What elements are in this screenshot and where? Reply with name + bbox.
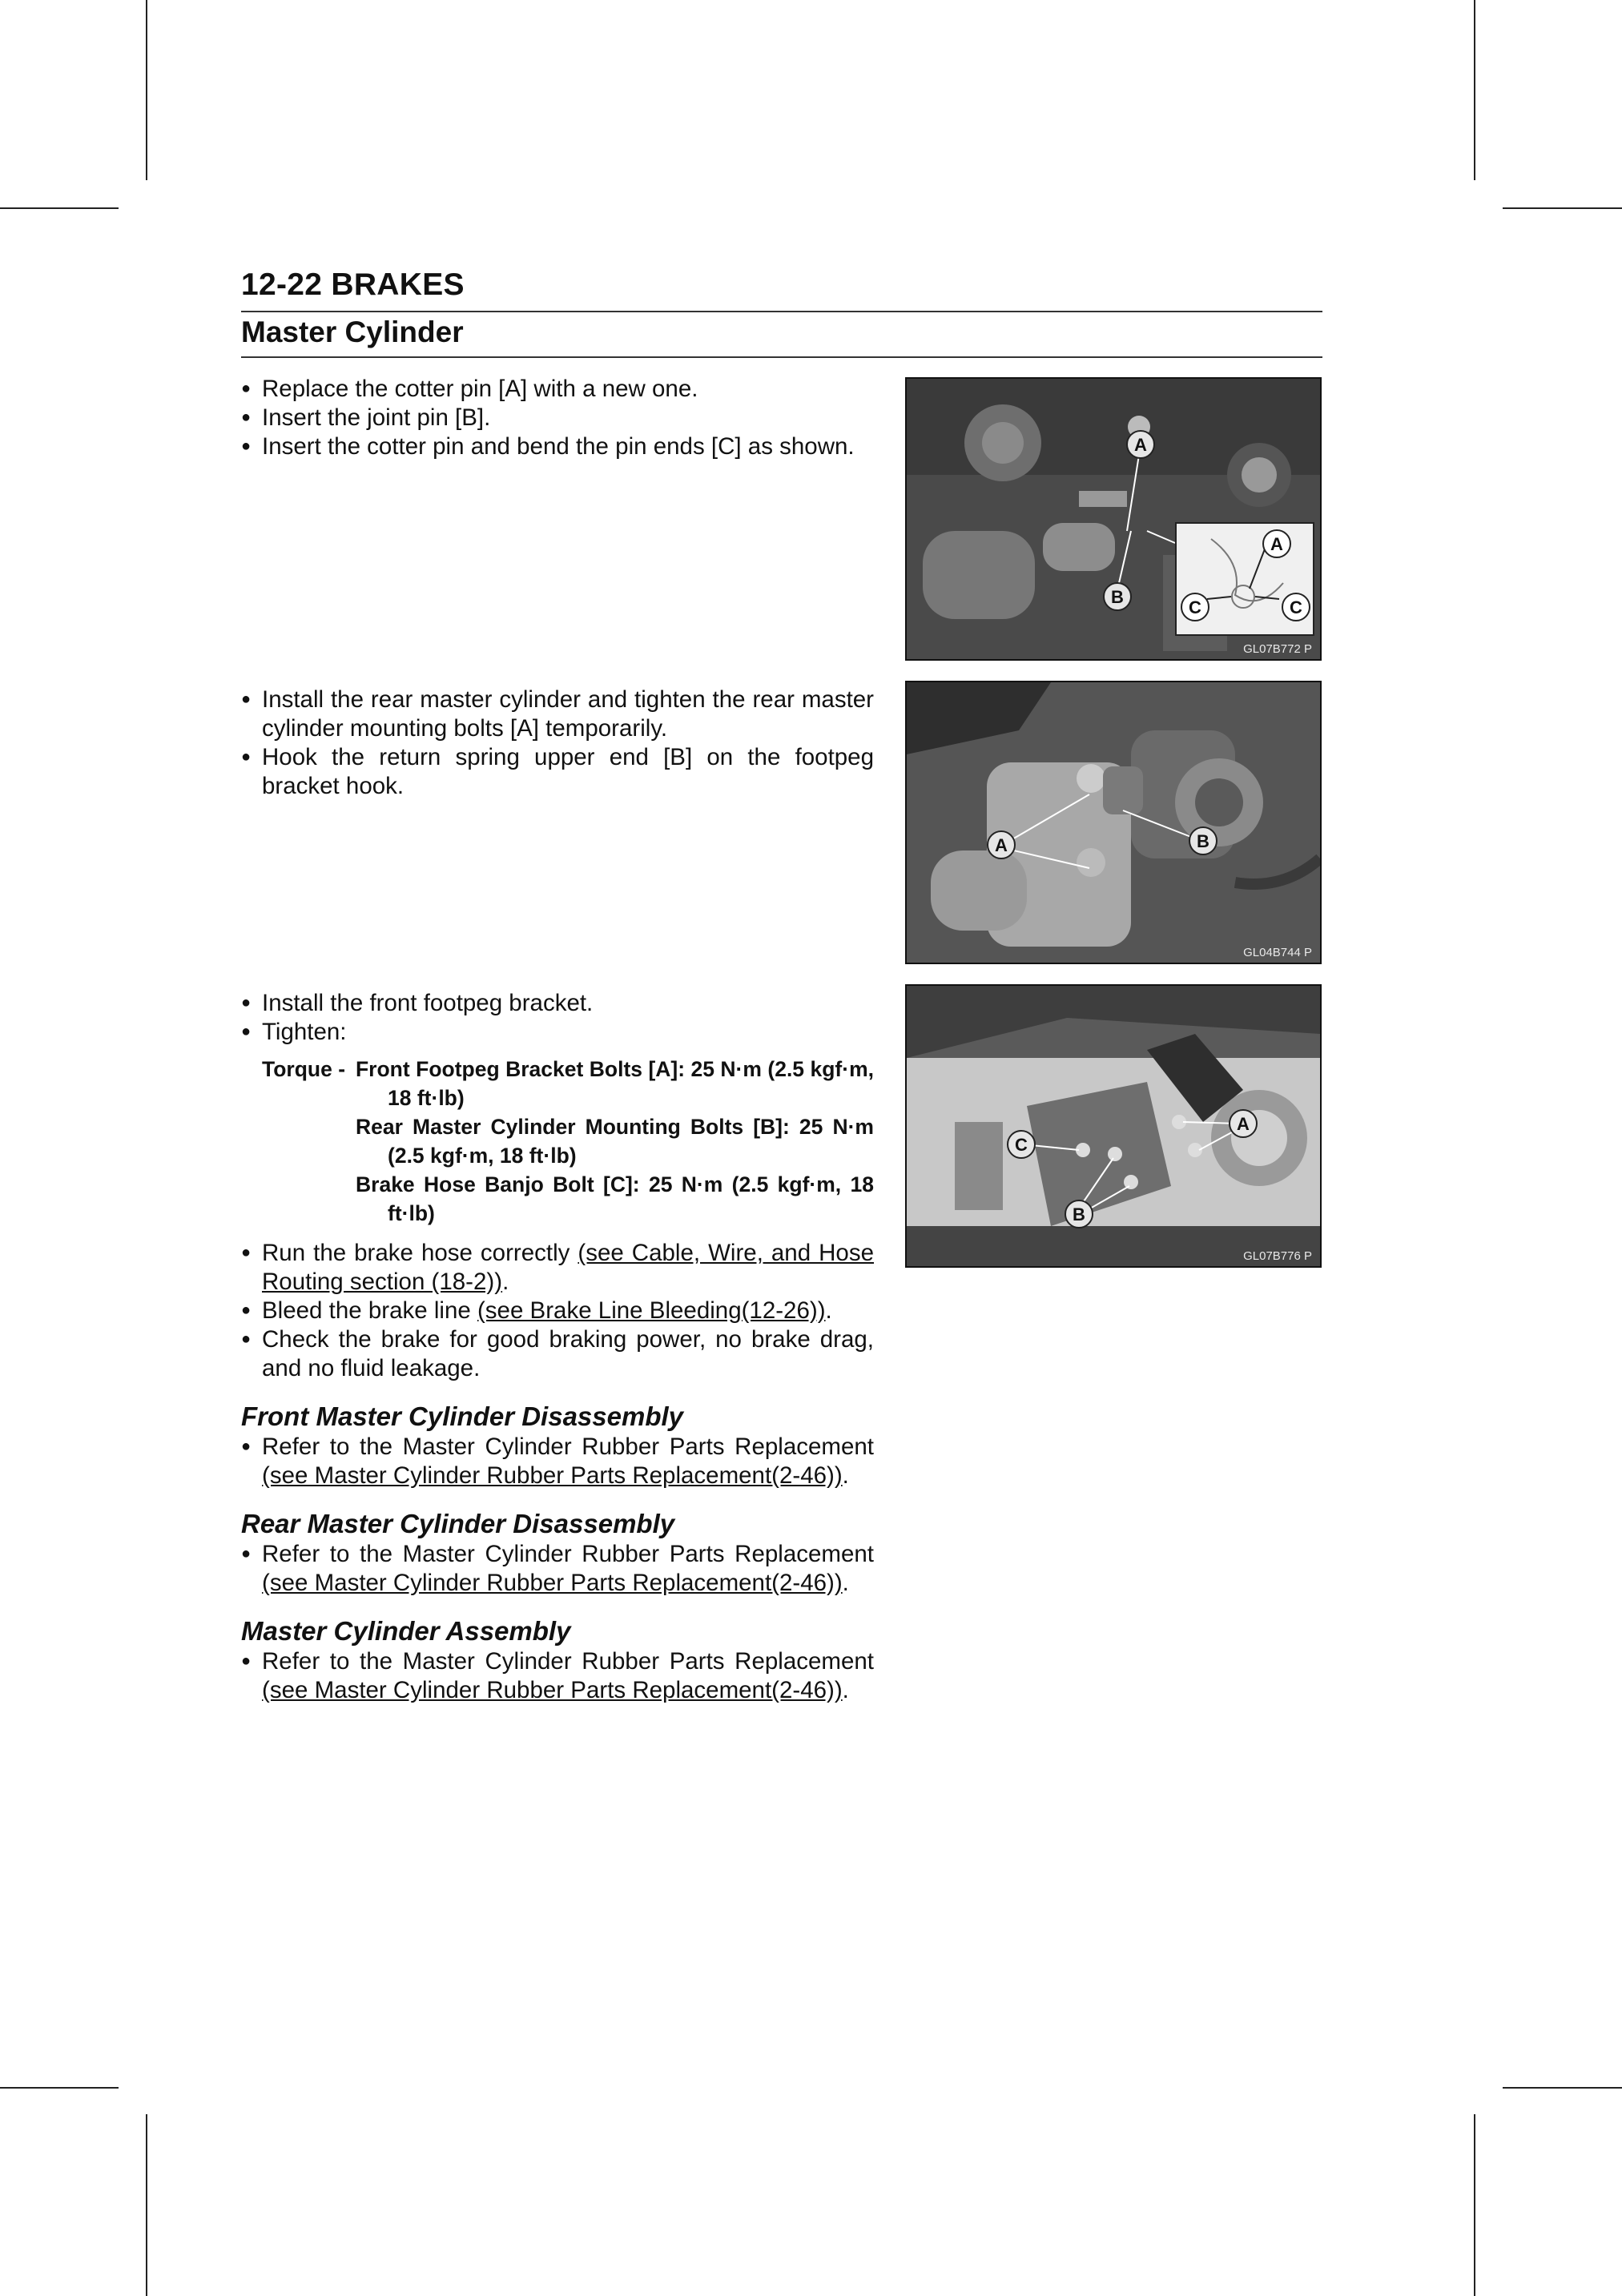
block1-text bbox=[241, 375, 874, 461]
rear-disassembly-title: Rear Master Cylinder Disassembly bbox=[241, 1509, 675, 1538]
torque-spec bbox=[241, 1055, 874, 1228]
front-disassembly-title: Front Master Cylinder Disassembly bbox=[241, 1401, 684, 1431]
crop-mark bbox=[1474, 0, 1475, 180]
torque-item: Rear Master Cylinder Mounting Bolts [B]: 25 N·m (2.5 kgf·m, 18 ft·lb) bbox=[356, 1115, 874, 1168]
bullet-item: ● Hook the return spring upper end [B] on the footpeg bracket hook. bbox=[241, 743, 874, 801]
figure-label: A bbox=[1237, 1114, 1250, 1134]
assembly-title: Master Cylinder Assembly bbox=[241, 1616, 571, 1646]
header-rule bbox=[241, 311, 1322, 312]
bullet-item bbox=[241, 1433, 874, 1490]
bullet-item: ● Install the rear master cylinder and tighten the rear master cylinder mounting bolts [A] temporarily. bbox=[241, 686, 874, 743]
figure-code: GL07B776 P bbox=[1243, 1249, 1312, 1263]
crop-mark bbox=[1474, 2114, 1475, 2296]
bullet-text: Run the brake hose correctly bbox=[262, 1240, 578, 1266]
torque-item: Brake Hose Banjo Bolt [C]: 25 N·m (2.5 kgf·m, 18 ft·lb) bbox=[356, 1172, 874, 1225]
figure-label: A bbox=[1134, 435, 1147, 455]
bullet-item: ● Tighten: bbox=[241, 1018, 874, 1047]
page-header: 12-22 BRAKES bbox=[241, 267, 465, 302]
figure-label: A bbox=[1270, 534, 1283, 554]
figure-label: C bbox=[1189, 597, 1201, 617]
rubber-parts-link[interactable]: (see Master Cylinder Rubber Parts Replacement(2-46)) bbox=[262, 1570, 843, 1596]
torque-item: Front Footpeg Bracket Bolts [A]: 25 N·m (2.5 kgf·m, 18 ft·lb) bbox=[356, 1057, 874, 1110]
rubber-parts-link[interactable]: (see Master Cylinder Rubber Parts Replacement(2-46)) bbox=[262, 1462, 843, 1489]
crop-mark bbox=[1503, 2087, 1622, 2089]
brake-bleeding-link[interactable]: (see Brake Line Bleeding(12-26)) bbox=[477, 1297, 826, 1324]
period: . bbox=[502, 1269, 509, 1295]
photo-cotter-pin bbox=[905, 377, 1322, 661]
crop-mark bbox=[146, 2114, 147, 2296]
bullet-text: Refer to the Master Cylinder Rubber Parts Replacement bbox=[262, 1541, 874, 1567]
bullet-text: Refer to the Master Cylinder Rubber Parts Replacement bbox=[262, 1648, 874, 1675]
block3-text bbox=[241, 989, 874, 1705]
figure-code: GL07B772 P bbox=[1243, 642, 1312, 656]
figure-label: C bbox=[1015, 1135, 1028, 1155]
crop-mark bbox=[1503, 207, 1622, 209]
crop-mark bbox=[0, 2087, 119, 2089]
bullet-item bbox=[241, 1647, 874, 1705]
crop-mark bbox=[146, 0, 147, 180]
rubber-parts-link[interactable]: (see Master Cylinder Rubber Parts Replacement(2-46)) bbox=[262, 1677, 843, 1703]
bullet-item bbox=[241, 1540, 874, 1598]
figure-label: A bbox=[995, 835, 1008, 855]
bullet-item: ● Check the brake for good braking power, no brake drag, and no fluid leakage. bbox=[241, 1325, 874, 1383]
bullet-item: ● Insert the cotter pin and bend the pin ends [C] as shown. bbox=[241, 432, 874, 461]
bullet-item bbox=[241, 1297, 874, 1325]
figure-code: GL04B744 P bbox=[1243, 946, 1312, 959]
figure-label: B bbox=[1111, 587, 1124, 607]
period: . bbox=[842, 1462, 849, 1489]
photo-rear-master-cylinder bbox=[905, 681, 1322, 964]
section-rule bbox=[241, 356, 1322, 358]
block2-text bbox=[241, 686, 874, 801]
hose-routing-link[interactable]: (see Cable, Wire, and Hose Routing section (18-2)) bbox=[262, 1240, 874, 1295]
period: . bbox=[842, 1677, 849, 1703]
bullet-item: ● Replace the cotter pin [A] with a new one. bbox=[241, 375, 874, 404]
section-title: Master Cylinder bbox=[241, 316, 464, 348]
photo-footpeg-bracket bbox=[905, 984, 1322, 1268]
crop-mark bbox=[0, 207, 119, 209]
period: . bbox=[825, 1297, 832, 1324]
bullet-item: ● Install the front footpeg bracket. bbox=[241, 989, 874, 1018]
period: . bbox=[842, 1570, 849, 1596]
figure-label: B bbox=[1073, 1204, 1085, 1224]
bullet-item bbox=[241, 1239, 874, 1297]
bullet-text: Refer to the Master Cylinder Rubber Parts Replacement bbox=[262, 1433, 874, 1460]
figure-label: B bbox=[1197, 831, 1209, 851]
torque-label: Torque - bbox=[262, 1057, 346, 1081]
figure-label: C bbox=[1290, 597, 1302, 617]
bullet-text: Bleed the brake line bbox=[262, 1297, 477, 1324]
bullet-item: ● Insert the joint pin [B]. bbox=[241, 404, 874, 432]
